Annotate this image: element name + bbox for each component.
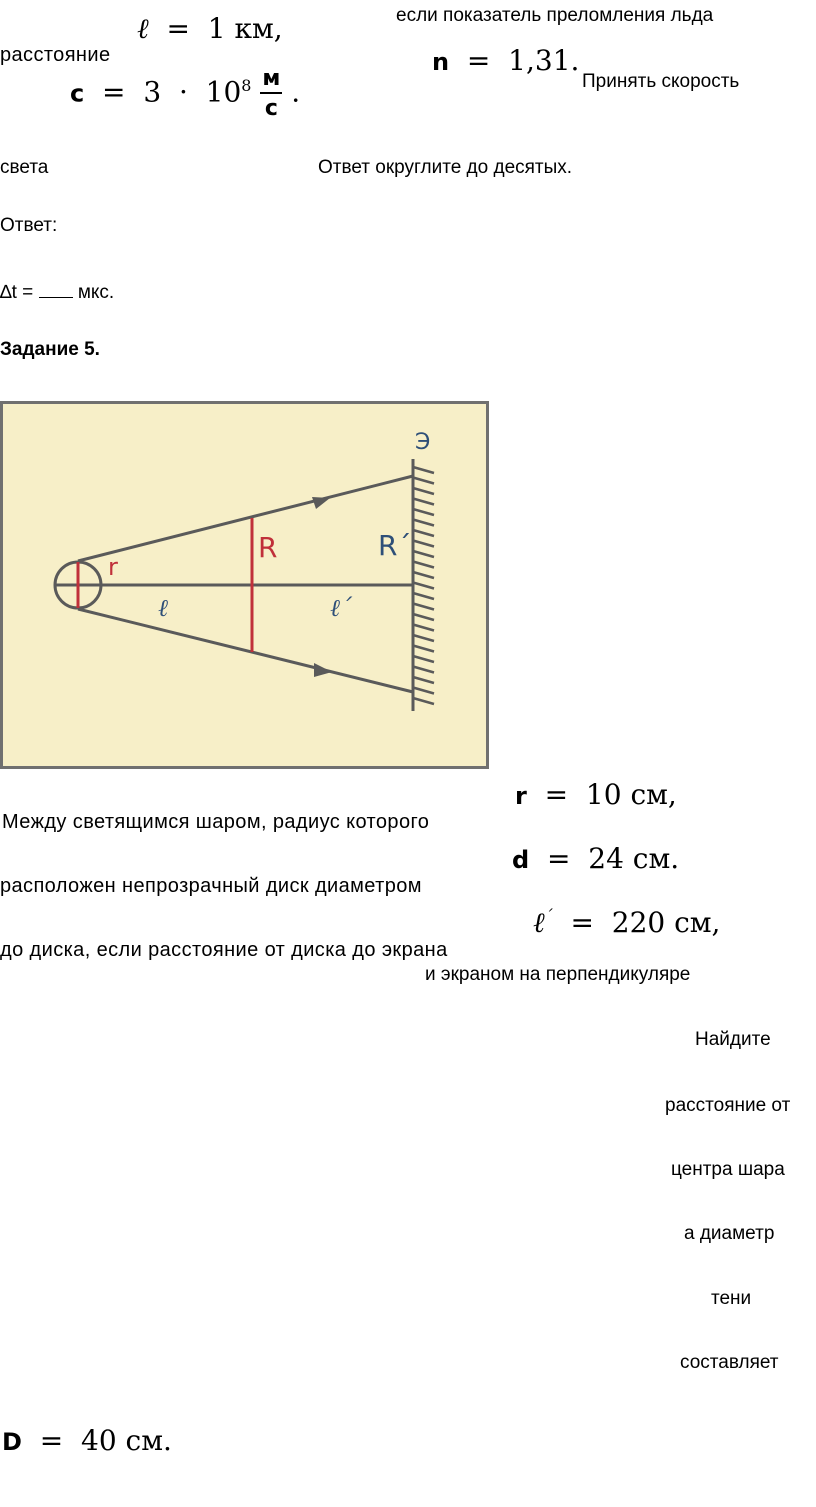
ell-symbol: ℓ xyxy=(137,12,149,45)
right-col-2: центра шара xyxy=(671,1159,785,1180)
formula-lp-value: 220 см, xyxy=(611,906,721,939)
text-line2: расположен непрозрачный диск диаметром xyxy=(0,875,422,897)
answer-line xyxy=(0,281,114,304)
right-col-1: расстояние от xyxy=(665,1095,791,1116)
formula-c-fraction xyxy=(260,68,282,120)
formula-l-prime: ℓ´ = 220 см, xyxy=(533,906,721,939)
formula-d: d = 24 см. xyxy=(512,842,680,875)
formula-c-end: . xyxy=(291,75,301,109)
formula-n-var: n xyxy=(432,48,450,76)
formula-d-var: d xyxy=(512,846,530,874)
formula-l-value: 1 км, xyxy=(207,12,283,45)
formula-n-value: 1,31. xyxy=(508,44,580,77)
formula-n: n = 1,31. xyxy=(432,44,580,77)
text-distance: расстояние xyxy=(0,44,111,66)
text-line3: до диска, если расстояние от диска до экрана xyxy=(0,939,448,961)
formula-c-b: 10 xyxy=(205,75,242,109)
formula-c-a: 3 xyxy=(143,75,162,109)
label-l: ℓ xyxy=(158,594,168,622)
formula-r-var: r xyxy=(515,782,527,810)
right-col-3: а диаметр xyxy=(684,1223,775,1244)
formula-d-value: 24 см. xyxy=(588,842,680,875)
ell-prime-symbol: ℓ´ xyxy=(533,906,553,939)
text-light: света xyxy=(0,157,49,178)
right-col-0: Найдите xyxy=(695,1029,771,1050)
right-col-5: составляет xyxy=(680,1352,779,1373)
formula-D: D = 40 см. xyxy=(2,1424,172,1457)
right-col-4: тени xyxy=(711,1288,752,1309)
text-answer: Ответ: xyxy=(0,215,58,236)
text-take-speed: Принять скорость xyxy=(582,71,740,92)
task5-heading: Задание 5. xyxy=(0,339,100,360)
formula-c-exp: 8 xyxy=(241,76,252,96)
text-line1: Между светящимся шаром, радиус которого xyxy=(2,811,430,833)
formula-r: r = 10 см, xyxy=(515,778,677,811)
text-ice-index: если показатель преломления льда xyxy=(396,5,714,26)
label-l-prime: ℓ´ xyxy=(330,594,352,622)
text-line4: и экраном на перпендикуляре xyxy=(425,964,691,985)
formula-c: $c = 3 \cdot 10^8$ $\frac{м}{с}$ . xyxy=(70,66,301,121)
dt-unit: мкс. xyxy=(77,282,115,303)
shadow-diagram xyxy=(0,401,490,769)
label-R: R xyxy=(258,531,278,564)
dt-label: ∆t = xyxy=(0,282,34,303)
text-round: Ответ округлите до десятых. xyxy=(318,157,573,178)
formula-l: ℓ = 1 км, xyxy=(137,12,283,45)
formula-D-value: 40 см. xyxy=(81,1424,172,1457)
formula-r-value: 10 см, xyxy=(585,778,677,811)
label-R-prime: R´ xyxy=(378,529,412,562)
formula-D-var: D xyxy=(2,1428,22,1456)
formula-c-num: м xyxy=(260,68,282,94)
label-r: r xyxy=(108,553,118,581)
label-screen: Э xyxy=(415,430,431,455)
formula-c-var: c xyxy=(70,79,85,108)
formula-c-den: с xyxy=(264,96,278,121)
answer-blank[interactable] xyxy=(39,281,73,298)
